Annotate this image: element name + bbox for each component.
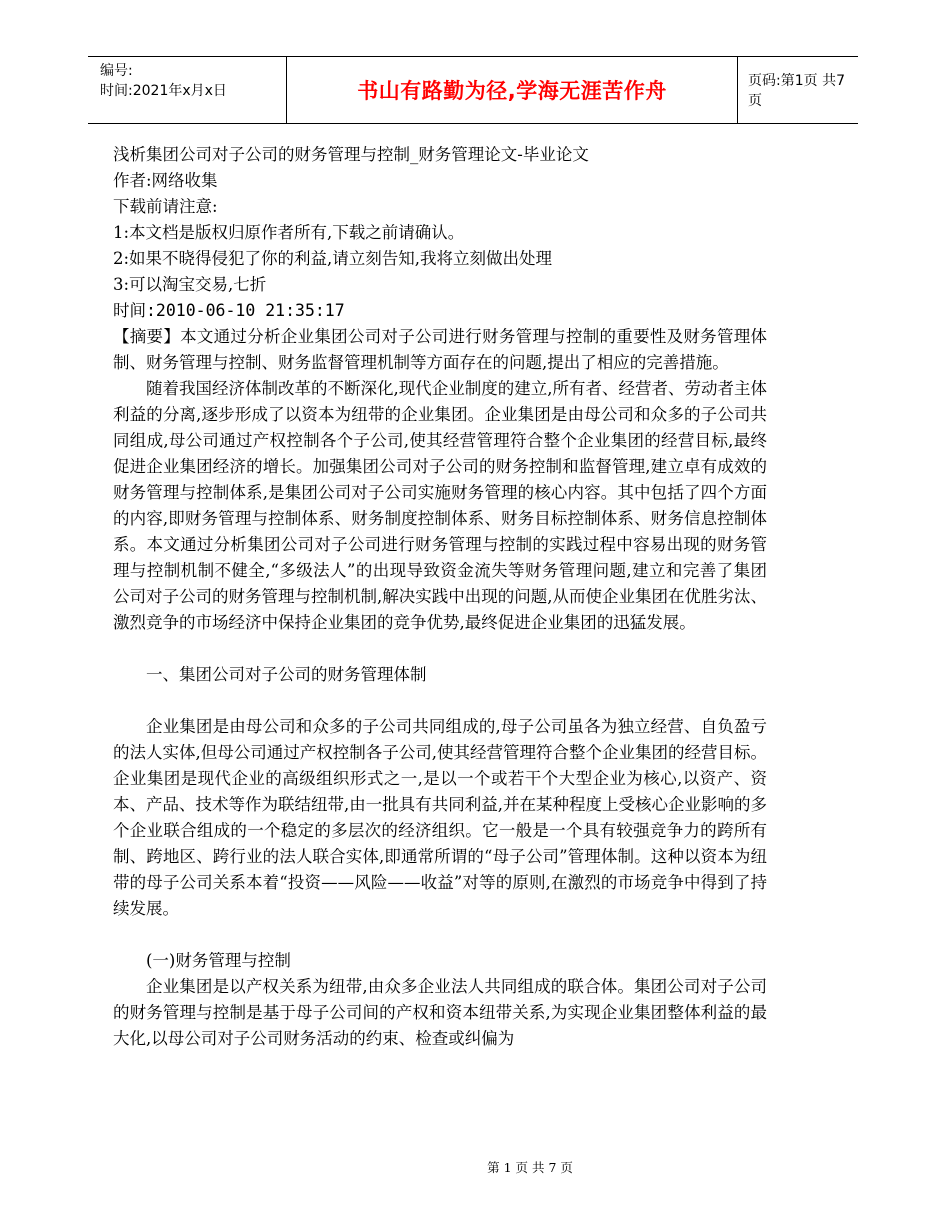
notice-item-2: 2:如果不晓得侵犯了你的利益,请立刻告知,我将立刻做出处理 (113, 249, 553, 268)
section-1-paragraph: 企业集团是由母公司和众多的子公司共同组成的,母子公司虽各为独立经营、自负盈亏的法人实体,但母公司通过产权控制各子公司,使其经营管理符合整个企业集团的经营目标。企业集团是现代企业的高级组织形式之一,是以一个或若干个大型企业为核心,以资产、资本、产品、技术等作为联结纽带,由一批具有共同利益,并在某种程度上受核心企业影响的多个企业联合组成的一个稳定的多层次的经济组织。它一般是一个具有较强竞争力的跨所有制、跨地区、跨行业的法人联合实体,即通常所谓的“母子公司”管理体制。这种以资本为纽带的母子公司关系本着“投资——风险——收益”对等的原则,在激烈的市场竞争中得到了持续发展。 (113, 717, 767, 918)
document-number-label: 编号: (100, 63, 133, 79)
document-timestamp: 时间:2010-06-10 21:35:17 (113, 301, 345, 320)
subsection-heading-1: (一)财务管理与控制 (146, 951, 291, 970)
section-heading-1: 一、集团公司对子公司的财务管理体制 (146, 665, 427, 684)
page-header (88, 56, 858, 124)
intro-paragraph: 随着我国经济体制改革的不断深化,现代企业制度的建立,所有者、经营者、劳动者主体利益的分离,逐步形成了以资本为纽带的企业集团。企业集团是由母公司和众多的子公司共同组成,母公司通过产权控制各个子公司,使其经营管理符合整个企业集团的经营目标,最终促进企业集团经济的增长。加强集团公司对子公司的财务控制和监督管理,建立卓有成效的财务管理与控制体系,是集团公司对子公司实施财务管理的核心内容。其中包括了四个方面的内容,即财务管理与控制体系、财务制度控制体系、财务目标控制体系、财务信息控制体系。本文通过分析集团公司对子公司进行财务管理与控制的实践过程中容易出现的财务管理与控制机制不健全,“多级法人”的出现导致资金流失等财务管理问题,建立和完善了集团公司对子公司的财务管理与控制机制,解决实践中出现的问题,从而使企业集团在优胜劣汰、激烈竞争的市场经济中保持企业集团的竞争优势,最终促进企业集团的迅猛发展。 (113, 379, 767, 632)
notice-item-3: 3:可以淘宝交易,七折 (113, 275, 267, 294)
document-body (113, 142, 767, 1052)
abstract-paragraph: 【摘要】本文通过分析企业集团公司对子公司进行财务管理与控制的重要性及财务管理体制、财务管理与控制、财务监督管理机制等方面存在的问题,提出了相应的完善措施。 (113, 327, 767, 372)
notice-item-1: 1:本文档是版权归原作者所有,下载之前请确认。 (113, 223, 465, 242)
document-time-label: 时间:2021年x月x日 (100, 83, 227, 99)
document-title: 浅析集团公司对子公司的财务管理与控制_财务管理论文-毕业论文 (113, 145, 589, 164)
header-motto-cell (286, 57, 738, 123)
subsection-1-paragraph: 企业集团是以产权关系为纽带,由众多企业法人共同组成的联合体。集团公司对子公司的财务管理与控制是基于母子公司间的产权和资本纽带关系,为实现企业集团整体利益的最大化,以母公司对子公司财务活动的约束、检查或纠偏为 (113, 977, 767, 1048)
header-motto: 书山有路勤为径,学海无涯苦作舟 (357, 79, 667, 103)
document-author: 作者:网络收集 (113, 171, 218, 190)
notice-heading: 下载前请注意: (113, 197, 218, 216)
page-footer: 第 1 页 共 7 页 (487, 1160, 573, 1175)
header-page-info: 页码:第1页 共7页 (748, 73, 845, 109)
header-meta (88, 57, 286, 123)
